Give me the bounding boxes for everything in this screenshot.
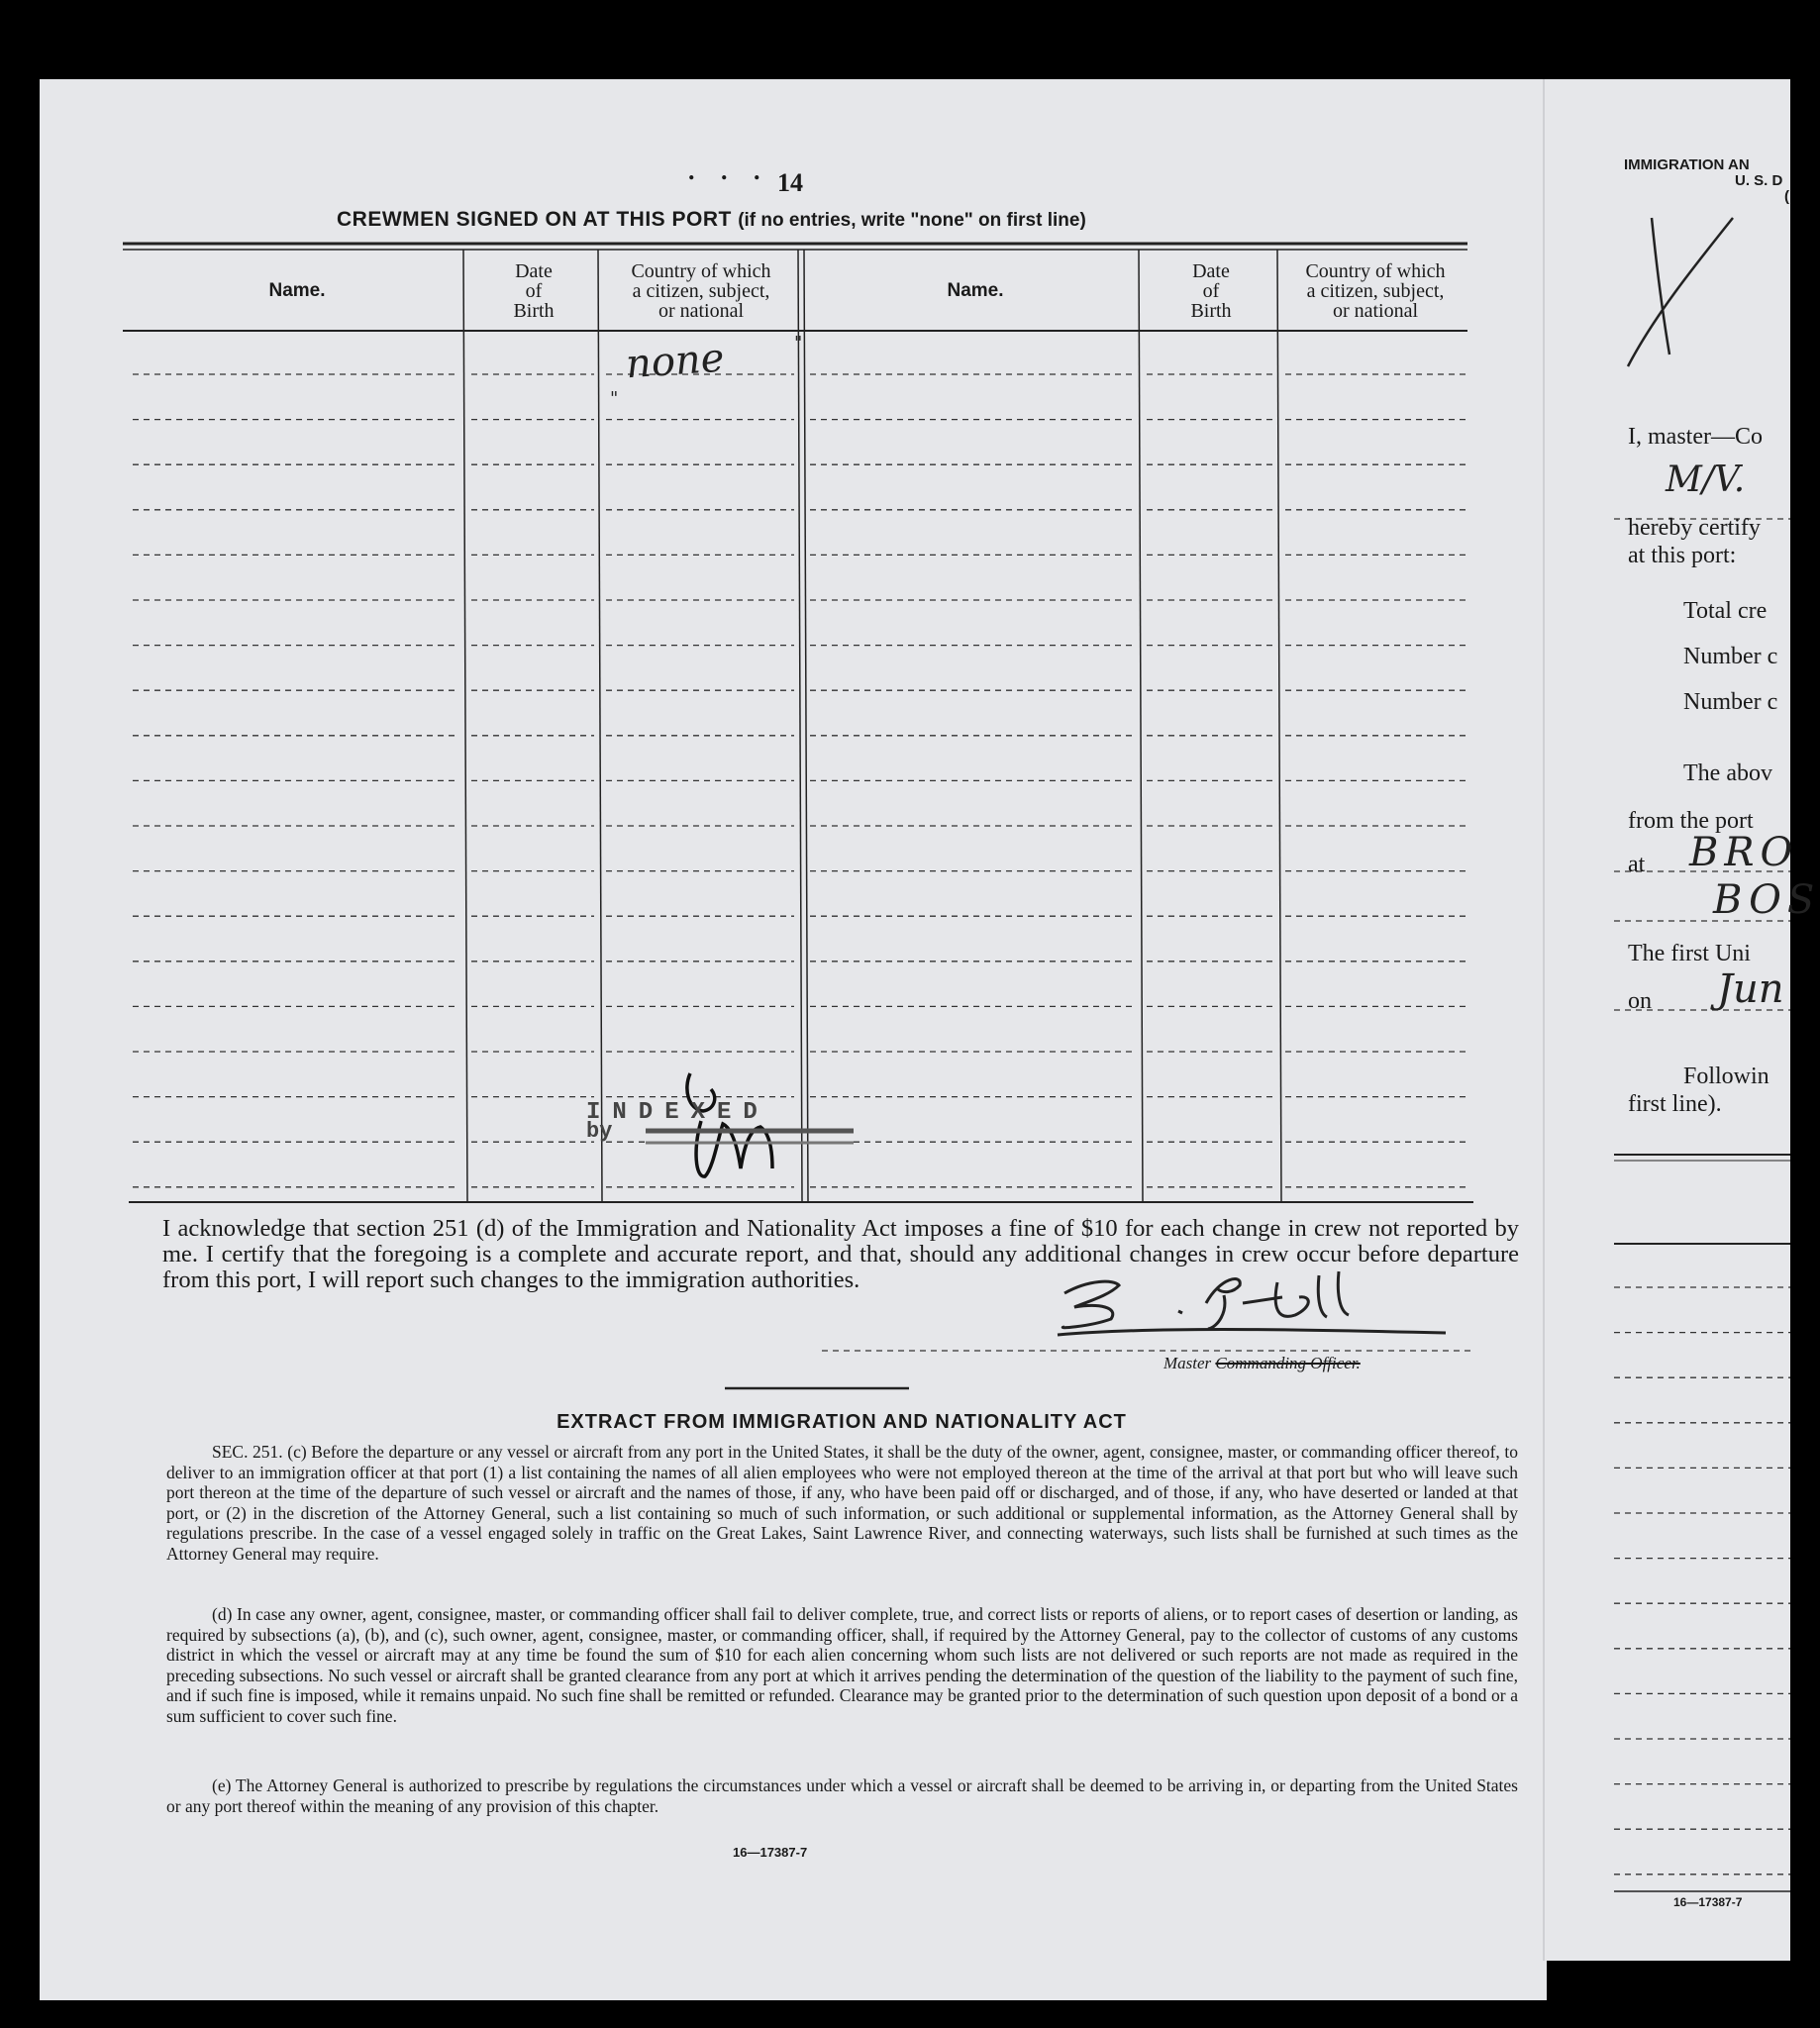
next-hw-jun: Jun: [1717, 966, 1784, 1012]
next-hw-bro: BRO: [1689, 830, 1799, 875]
country-line3: or national: [1332, 300, 1419, 322]
next-line-following: Followin: [1683, 1064, 1769, 1089]
dob-line1: Date: [515, 260, 553, 282]
ditto-mark-top: ": [794, 333, 803, 354]
dob-line3: Birth: [513, 300, 555, 322]
signature-label: [1163, 1354, 1361, 1373]
next-line-certify: hereby certify: [1628, 515, 1761, 541]
section-251-e: [166, 1775, 1518, 1816]
page-number: 14: [777, 168, 803, 197]
country-line1: Country of which: [1305, 260, 1446, 282]
next-form-number: 16—17387-7: [1673, 1895, 1743, 1909]
page-dots: . . .: [688, 156, 770, 185]
country-line3: or national: [657, 300, 745, 322]
label-commanding-officer-struck: Commanding Officer.: [1215, 1354, 1361, 1372]
col-name-right: Name.: [947, 280, 1004, 301]
next-header-line1: IMMIGRATION AN: [1624, 156, 1750, 173]
next-hw-bos: BOS: [1713, 877, 1820, 923]
col-dob-left: [467, 261, 600, 321]
next-line-number2: Number c: [1683, 689, 1778, 715]
next-line-first-united: The first Uni: [1628, 941, 1751, 966]
next-line-from-port: from the port: [1628, 808, 1754, 834]
next-line-at: at: [1628, 852, 1646, 877]
col-country-left: [602, 261, 800, 321]
dob-line2: of: [525, 280, 543, 302]
col-name-left: Name.: [268, 280, 326, 301]
next-line-total: Total cre: [1683, 598, 1768, 624]
col-country-right: [1281, 261, 1469, 321]
label-master: Master: [1163, 1354, 1212, 1372]
dob-line1: Date: [1192, 260, 1230, 282]
next-line-above: The abov: [1683, 760, 1772, 786]
next-page-marks: [1545, 79, 1790, 1961]
country-line2: a citizen, subject,: [1306, 280, 1445, 302]
next-header-line3: (: [1784, 188, 1789, 205]
section-c-text: SEC. 251. (c) Before the departure or any vessel or aircraft from any port in the United States, it shall be the duty of the owner, agent, consignee, master, or commanding officer thereof, to deliver to an immigration officer at that port (1) a list containing the names of all alien employees who were not employed thereon at the time of the arrival at that port but who will leave such port thereon at the time of the departure of such vessel or aircraft and the names of those, if any, who have been paid off or discharged, and of those, if any, who have deserted or landed at that port, or (2) in the discretion of the Attorney General, such a list containing so much of such information, or such additional or supplemental information, as the Attorney General shall by regulations prescribe. In the case of a vessel engaged solely in traffic on the Great Lakes, Saint Lawrence River, and connecting waterways, such lists shall be furnished at such times as the Attorney General may require.: [166, 1442, 1518, 1564]
section-d-text: (d) In case any owner, agent, consignee, master, or commanding officer shall fail to deliver complete, true, and correct lists or reports of aliens, or to report cases of desertion or landing, as required by subsections (a), (b), and (c), such owner, agent, consignee, master, or commanding officer, shall, if required by the Attorney General, pay to the collector of customs of any customs district in which the vessel or aircraft may at any time be found the sum of $10 for each alien concerning whom such lists are not delivered or such reports are not made as required in the preceding subsections. No such vessel or aircraft shall be granted clearance from any port at which it arrives pending the determination of the question of the liability to the payment of such fine, and if such fine is imposed, while it remains unpaid. No such fine shall be remitted or refunded. Clearance may be granted prior to the determination of such question upon deposit of a bond or a sum sufficient to cover such fine.: [166, 1604, 1518, 1726]
heading-title: CREWMEN SIGNED ON AT THIS PORT: [337, 208, 732, 231]
form-number: 16—17387-7: [733, 1845, 808, 1860]
section-251-c: [166, 1442, 1518, 1564]
country-line2: a citizen, subject,: [632, 280, 770, 302]
col-dob-right: [1143, 261, 1279, 321]
dob-line3: Birth: [1190, 300, 1232, 322]
next-header-line2: U. S. D: [1735, 172, 1783, 189]
master-signature: [1208, 1264, 1212, 1265]
next-page-partial: [1543, 79, 1820, 1961]
next-line-on: on: [1628, 988, 1652, 1014]
acknowledgment-text: I acknowledge that section 251 (d) of the Immigration and Nationality Act imposes a fine of $10 for each change in crew not reported by me. I certify that the foregoing is a complete and accurate report, and that, should any additional changes in crew occur before departure from this port, I will report such changes to the immigration authorities.: [162, 1215, 1519, 1293]
section-251-d: [166, 1604, 1518, 1726]
ditto-mark-bottom: ": [610, 388, 619, 409]
stamp-by: by: [586, 1119, 613, 1144]
dob-line2: of: [1202, 280, 1220, 302]
indexed-stamp: INDEXED: [586, 1099, 769, 1126]
next-line-number1: Number c: [1683, 644, 1778, 669]
next-line-master: I, master—Co: [1628, 424, 1763, 450]
extract-title: EXTRACT FROM IMMIGRATION AND NATIONALITY ACT: [556, 1411, 1127, 1433]
section-e-text: (e) The Attorney General is authorized to prescribe by regulations the circumstances under which a vessel or aircraft shall be deemed to be arriving in, or departing from the United States or any port thereof within the meaning of any provision of this chapter.: [166, 1775, 1518, 1816]
form-page: [40, 79, 1547, 2000]
country-line1: Country of which: [631, 260, 771, 282]
entry-none-handwritten: none: [624, 335, 726, 388]
heading-note: (if no entries, write "none" on first line): [738, 210, 1086, 231]
next-line-port: at this port:: [1628, 543, 1737, 568]
next-hw-vessel: M/V.: [1666, 459, 1746, 500]
next-line-first-line: first line).: [1628, 1091, 1722, 1117]
